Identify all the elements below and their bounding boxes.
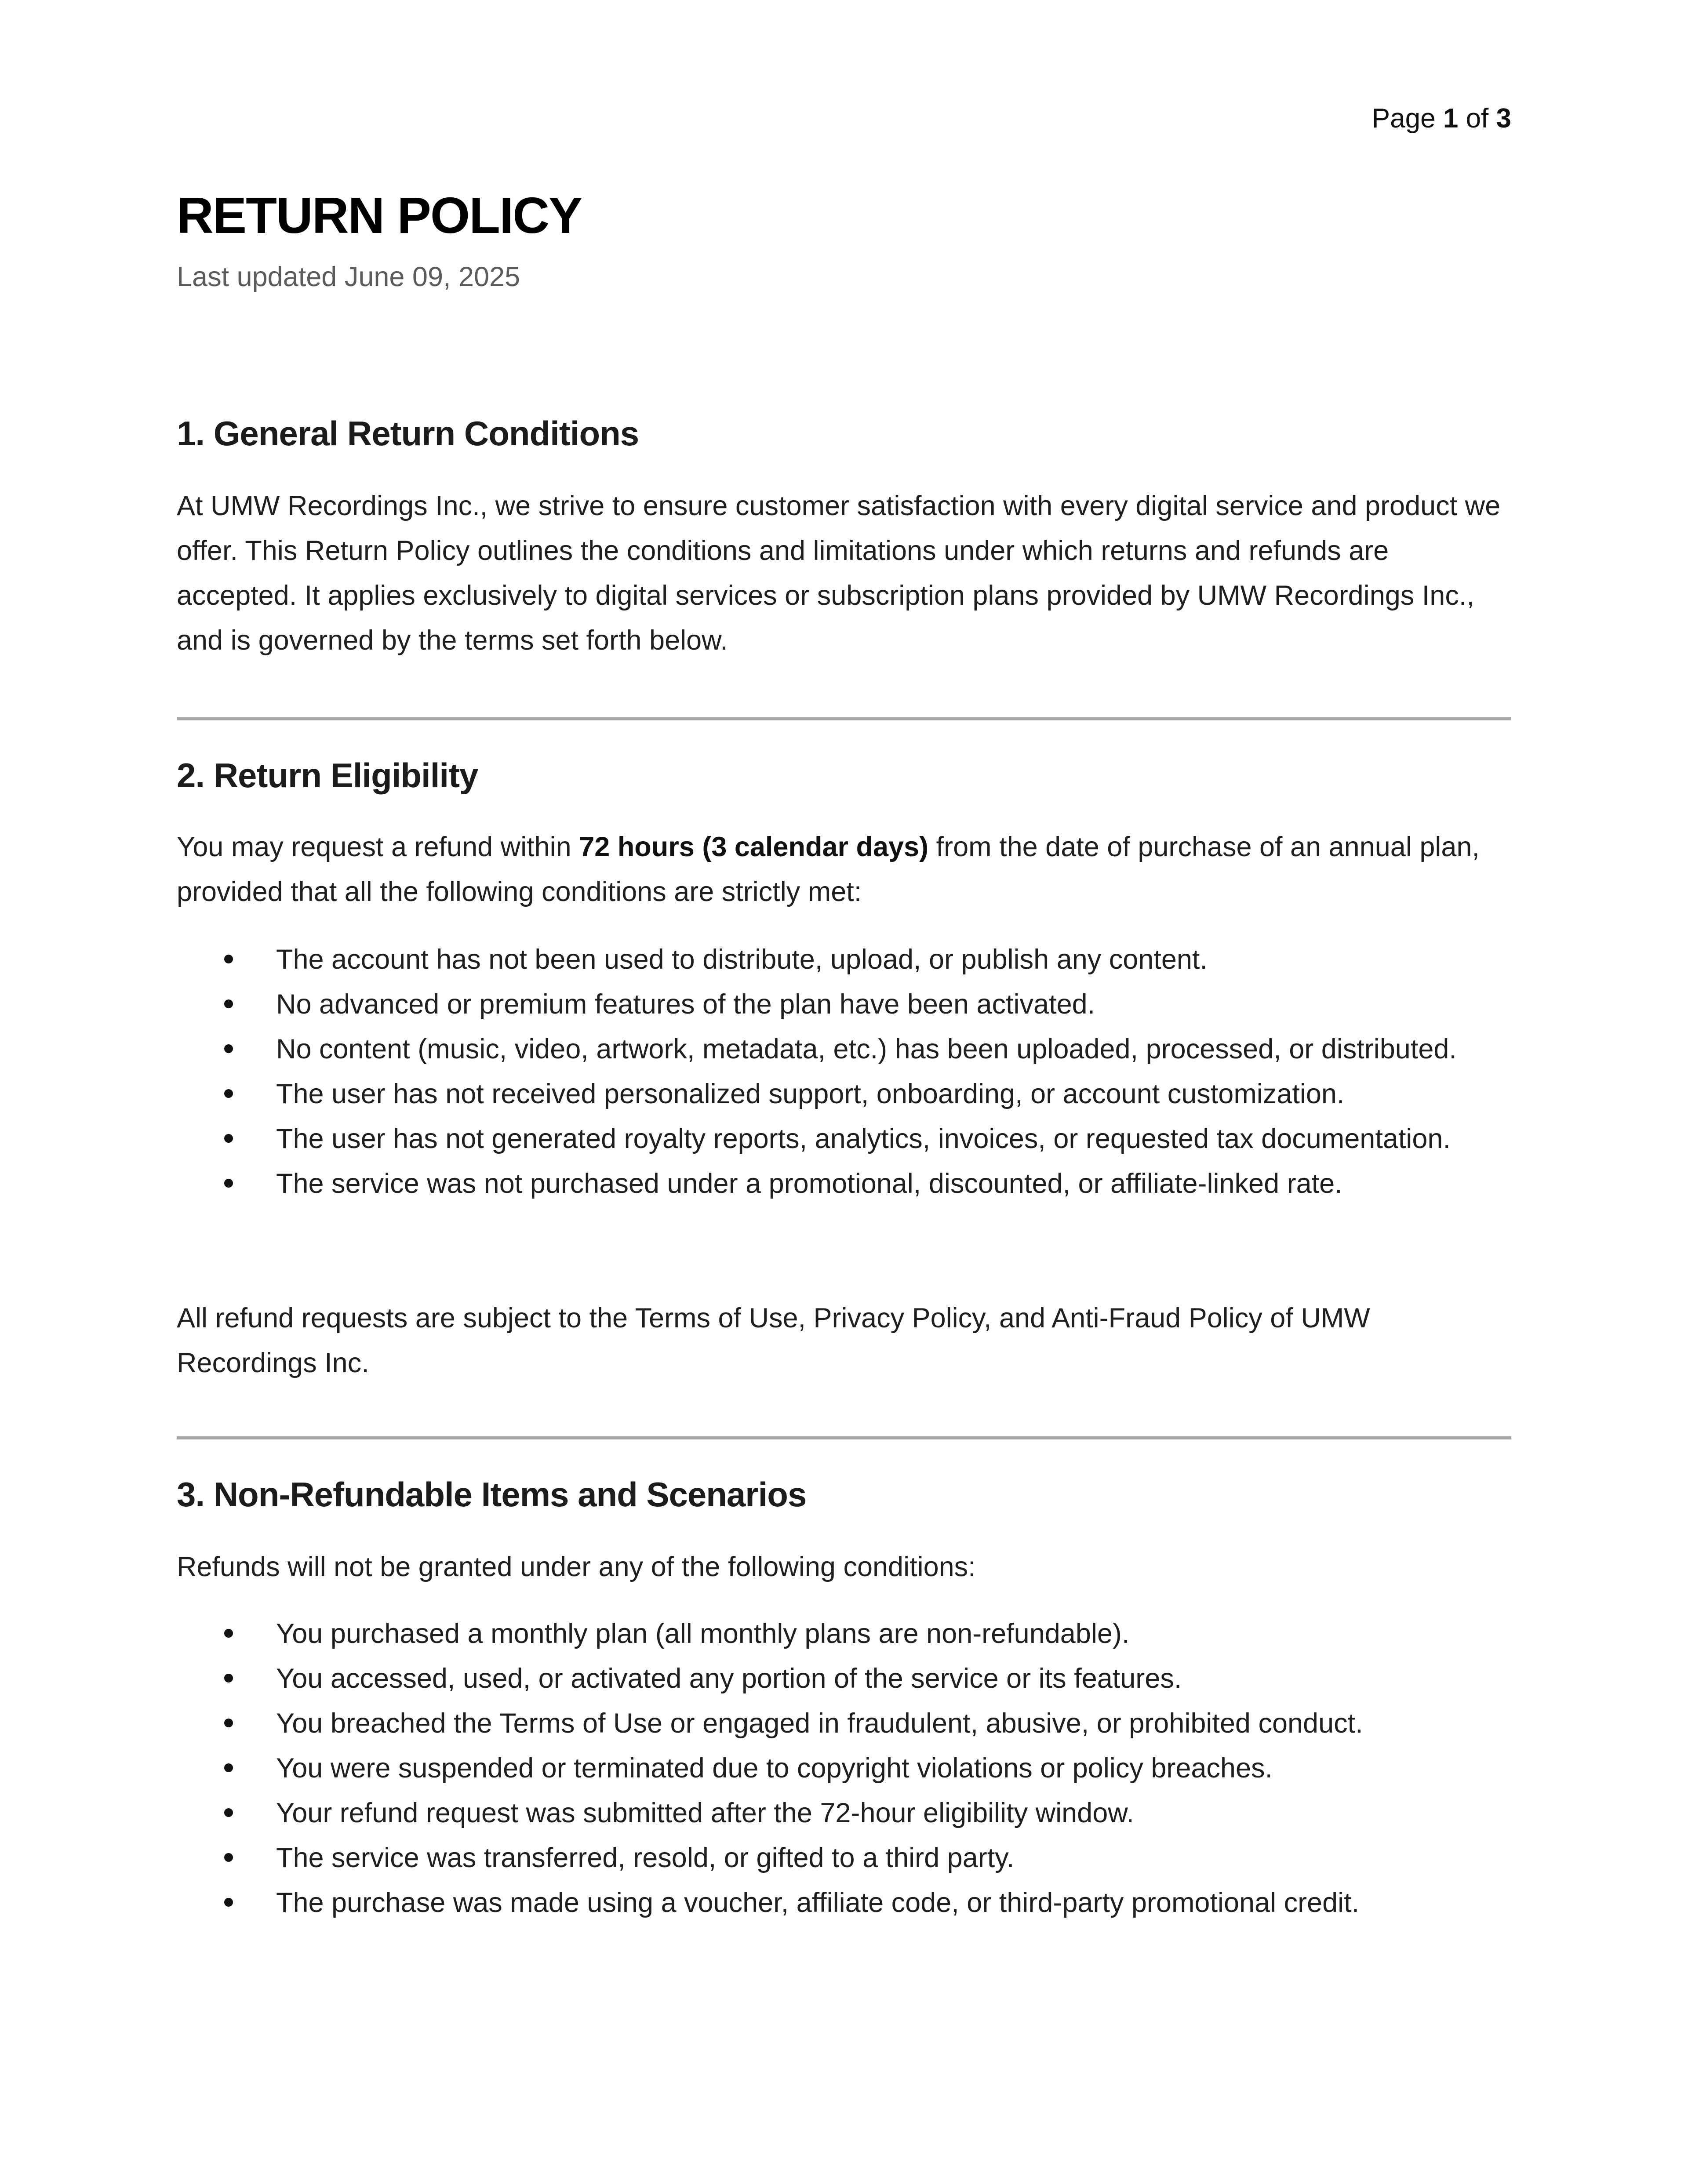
section-3-heading: 3. Non-Refundable Items and Scenarios — [177, 1475, 807, 1514]
page-total: 3 — [1496, 103, 1511, 134]
section-1-body: At UMW Recordings Inc., we strive to ensure customer satisfaction with every digital service and product we offer. This Return Policy outlines the conditions and limitations under which returns and refunds are accepted. It applies exclusively to digital services or subscription plans provided by UMW Recordings Inc., and is governed by the terms set forth below. — [177, 491, 1501, 656]
list-item-text: The account has not been used to distribute, upload, or publish any content. — [276, 944, 1208, 975]
list-item — [177, 1880, 1511, 1925]
list-item — [177, 1746, 1511, 1791]
list-item — [177, 1701, 1511, 1746]
bullet-dot — [224, 1719, 233, 1727]
list-item-text: You breached the Terms of Use or engaged in fraudulent, abusive, or prohibited conduct. — [276, 1708, 1363, 1739]
page-prefix: Page — [1372, 103, 1436, 134]
section-3-intro: Refunds will not be granted under any of the following conditions: — [177, 1552, 976, 1582]
bullet-dot — [224, 1674, 233, 1683]
list-item-text: The service was not purchased under a promotional, discounted, or affiliate-linked rate. — [276, 1168, 1342, 1199]
page-indicator — [1372, 100, 1511, 137]
list-item-text: Your refund request was submitted after the 72-hour eligibility window. — [276, 1798, 1134, 1828]
bullet-dot — [224, 1853, 233, 1862]
list-item — [177, 1835, 1511, 1880]
bullet-dot — [224, 1179, 233, 1188]
bullet-dot — [224, 1134, 233, 1143]
list-item — [177, 1161, 1511, 1206]
list-item — [177, 1791, 1511, 1835]
eligibility-list — [177, 937, 1511, 1206]
list-item — [177, 1611, 1511, 1656]
section-2-closing: All refund requests are subject to the Terms of Use, Privacy Policy, and Anti-Fraud Policy of UMW Recordings Inc. — [177, 1303, 1370, 1378]
bullet-dot — [224, 1629, 233, 1638]
list-item-text: No content (music, video, artwork, metadata, etc.) has been uploaded, processed, or distributed. — [276, 1034, 1457, 1065]
list-item-text: The service was transferred, resold, or gifted to a third party. — [276, 1842, 1015, 1873]
section-2-intro-before: You may request a refund within — [177, 832, 571, 862]
list-item-text: You were suspended or terminated due to copyright violations or policy breaches. — [276, 1753, 1273, 1784]
bullet-dot — [224, 955, 233, 963]
list-item-text: The user has not generated royalty reports, analytics, invoices, or requested tax documentation. — [276, 1123, 1451, 1154]
section-2-intro — [177, 825, 1511, 914]
non-refundable-list — [177, 1611, 1511, 1925]
refund-window-emphasis: 72 hours (3 calendar days) — [579, 832, 929, 862]
page-current: 1 — [1443, 103, 1459, 134]
section-divider — [177, 717, 1511, 720]
bullet-dot — [224, 1763, 233, 1772]
list-item — [177, 1027, 1511, 1072]
list-item-text: You accessed, used, or activated any portion of the service or its features. — [276, 1663, 1182, 1694]
bullet-dot — [224, 1044, 233, 1053]
section-2-intro-after: from the date of purchase of an annual plan, provided that all the following conditions are strictly met: — [177, 832, 1480, 907]
bullet-dot — [224, 1898, 233, 1907]
document-title: RETURN POLICY — [177, 187, 582, 244]
list-item-text: The purchase was made using a voucher, affiliate code, or third-party promotional credit. — [276, 1887, 1360, 1918]
list-item — [177, 982, 1511, 1027]
bullet-dot — [224, 999, 233, 1008]
list-item — [177, 937, 1511, 982]
list-item — [177, 1656, 1511, 1701]
list-item-text: You purchased a monthly plan (all monthly plans are non-refundable). — [276, 1618, 1130, 1649]
list-item — [177, 1072, 1511, 1116]
list-item-text: The user has not received personalized support, onboarding, or account customization. — [276, 1079, 1345, 1109]
section-divider — [177, 1436, 1511, 1439]
page-of: of — [1466, 103, 1489, 134]
last-updated: Last updated June 09, 2025 — [177, 262, 520, 292]
list-item-text: No advanced or premium features of the plan have been activated. — [276, 989, 1095, 1020]
section-1-heading: 1. General Return Conditions — [177, 414, 639, 453]
list-item — [177, 1116, 1511, 1161]
bullet-dot — [224, 1089, 233, 1098]
bullet-dot — [224, 1808, 233, 1817]
section-2-heading: 2. Return Eligibility — [177, 756, 478, 795]
